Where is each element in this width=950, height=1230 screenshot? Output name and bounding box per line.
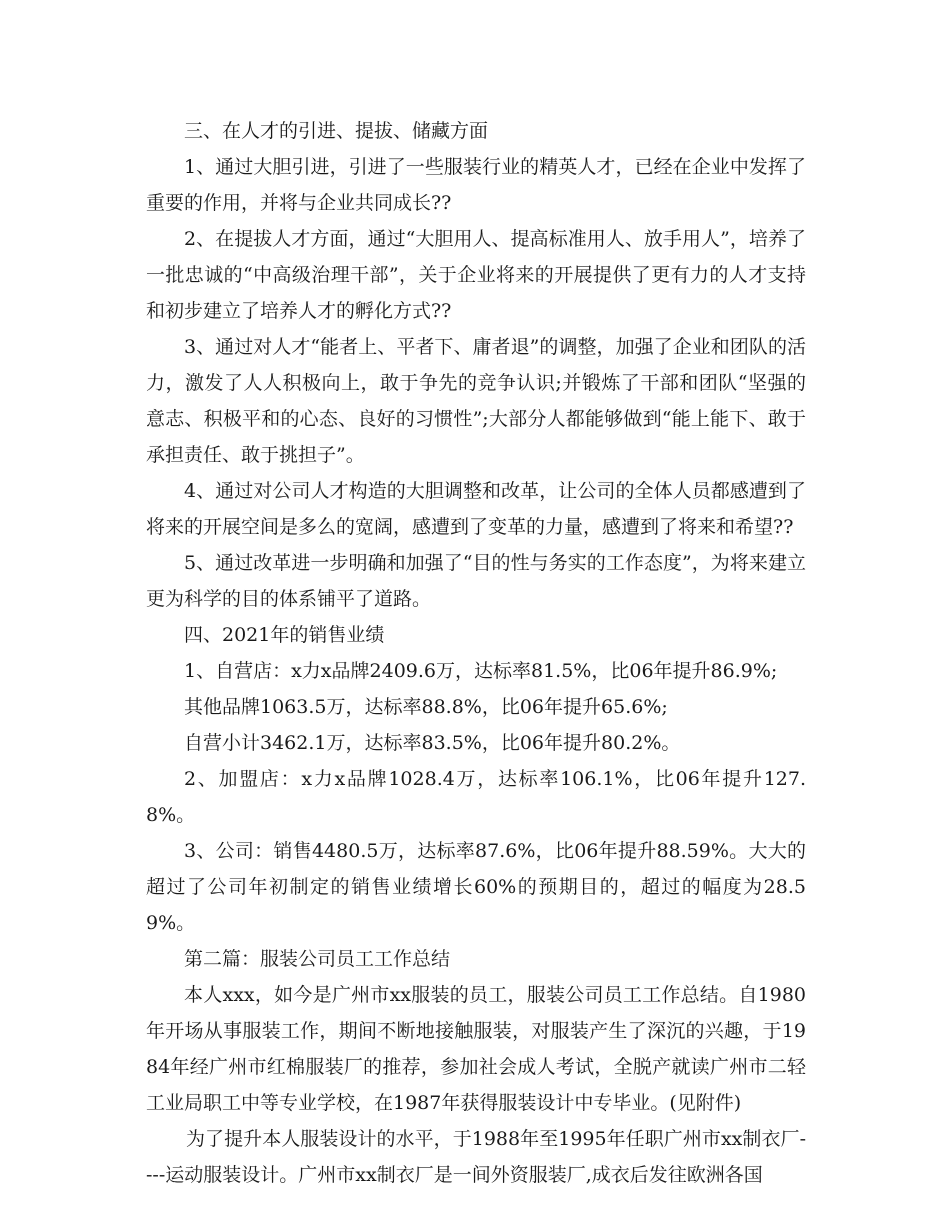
document-body xyxy=(146,113,806,1193)
paragraph-sales-own-store: 1、自营店：x力x品牌2409.6万，达标率81.5%，比06年提升86.9%; xyxy=(184,660,778,682)
paragraph-talent-3: 3、通过对人才“能者上、平者下、庸者退”的调整，加强了企业和团队的活力，激发了人人积极向上，敢于争先的竞争认识;并锻炼了干部和团队“坚强的意志、积极平和的心态、良好的习惯性”;大部分人都能够做到“能上能下、敢于承担责任、敢于挑担子”。 xyxy=(146,336,806,466)
paragraph-sales-company: 3、公司：销售4480.5万，达标率87.6%，比06年提升88.59%。大大的超过了公司年初制定的销售业绩增长60%的预期目的，超过的幅度为28.59%。 xyxy=(146,840,806,934)
section-heading-talent: 三、在人才的引进、提拔、储藏方面 xyxy=(184,120,489,142)
paragraph-sales-other-brands: 其他品牌1063.5万，达标率88.8%，比06年提升65.6%; xyxy=(184,696,668,718)
paragraph-talent-4: 4、通过对公司人才构造的大胆调整和改革，让公司的全体人员都感遭到了将来的开展空间是多么的宽阔，感遭到了变革的力量，感遭到了将来和希望?? xyxy=(146,480,806,538)
paragraph-personal-intro: 本人xxx，如今是广州市xx服装的员工，服装公司员工工作总结。自1980年开场从事服装工作，期间不断地接触服装，对服装产生了深沉的兴趣，于1984年经广州市红棉服装厂的推荐，参加社会成人考试，全脱产就读广州市二轻工业局职工中等专业学校，在1987年获得服装设计中专毕业。(见附件) xyxy=(146,984,806,1114)
paragraph-design-career: 为了提升本人服装设计的水平，于1988年至1995年任职广州市xx制衣厂----运动服装设计。广州市xx制衣厂是一间外资服装厂,成衣后发往欧洲各国 xyxy=(146,1128,806,1186)
paragraph-sales-franchise: 2、加盟店：x力x品牌1028.4万，达标率106.1%，比06年提升127.8%。 xyxy=(146,768,806,826)
section-heading-sales: 四、2021年的销售业绩 xyxy=(184,624,385,646)
paragraph-sales-own-subtotal: 自营小计3462.1万，达标率83.5%，比06年提升80.2%。 xyxy=(184,732,681,754)
paragraph-talent-5: 5、通过改革进一步明确和加强了“目的性与务实的工作态度”，为将来建立更为科学的目的体系铺平了道路。 xyxy=(146,552,806,610)
paragraph-talent-2: 2、在提拔人才方面，通过“大胆用人、提高标准用人、放手用人”，培养了一批忠诚的“中高级治理干部”，关于企业将来的开展提供了更有力的人才支持和初步建立了培养人才的孵化方式?? xyxy=(146,228,806,322)
section-heading-part-two: 第二篇：服装公司员工工作总结 xyxy=(184,948,451,970)
paragraph-talent-1: 1、通过大胆引进，引进了一些服装行业的精英人才，已经在企业中发挥了重要的作用，并将与企业共同成长?? xyxy=(146,156,806,214)
